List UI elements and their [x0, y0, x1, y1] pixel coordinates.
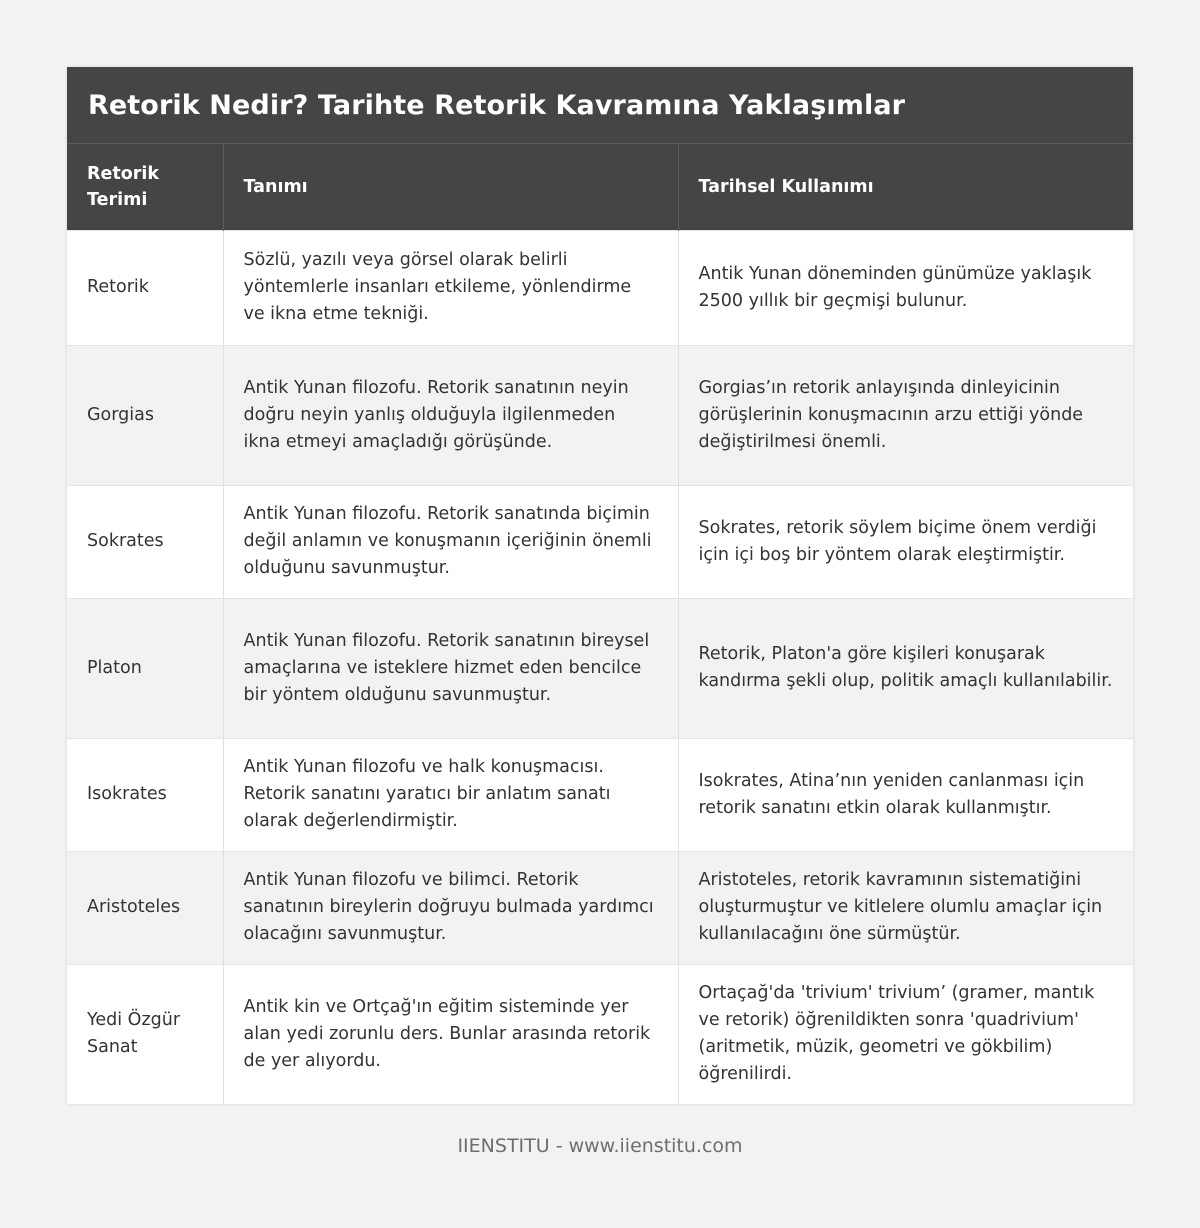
term-cell: Aristoteles	[67, 851, 223, 964]
usage-cell: Gorgias’ın retorik anlayışında dinleyicinin görüşlerinin konuşmacının arzu ettiği yönde değiştirilmesi önemli.	[678, 345, 1133, 485]
usage-cell: Retorik, Platon'a göre kişileri konuşarak kandırma şekli olup, politik amaçlı kullanılabilir.	[678, 598, 1133, 738]
header-term: Retorik Terimi	[67, 144, 223, 230]
header-definition: Tanımı	[223, 144, 678, 230]
table-row	[67, 738, 1133, 851]
usage-cell: Antik Yunan döneminden günümüze yaklaşık 2500 yıllık bir geçmişi bulunur.	[678, 230, 1133, 345]
term-cell: Sokrates	[67, 485, 223, 598]
usage-cell: Sokrates, retorik söylem biçime önem verdiği için içi boş bir yöntem olarak eleştirmiştir.	[678, 485, 1133, 598]
usage-cell: Aristoteles, retorik kavramının sistematiğini oluşturmuştur ve kitlelere olumlu amaçlar için kullanılacağını öne sürmüştür.	[678, 851, 1133, 964]
header-usage: Tarihsel Kullanımı	[678, 144, 1133, 230]
table-row	[67, 345, 1133, 485]
title-bar	[67, 67, 1133, 144]
term-cell: Gorgias	[67, 345, 223, 485]
page-title: Retorik Nedir? Tarihte Retorik Kavramına Yaklaşımlar	[88, 89, 906, 121]
definition-cell: Antik Yunan filozofu. Retorik sanatının neyin doğru neyin yanlış olduğuyla ilgilenmeden ikna etmeyi amaçladığı görüşünde.	[223, 345, 678, 485]
table-row	[67, 964, 1133, 1104]
table-header-row	[67, 144, 1133, 230]
definition-cell: Antik kin ve Ortçağ'ın eğitim sisteminde yer alan yedi zorunlu ders. Bunlar arasında retorik de yer alıyordu.	[223, 964, 678, 1104]
footer-credit: IIENSTITU - www.iienstitu.com	[457, 1135, 743, 1157]
usage-cell: Isokrates, Atina’nın yeniden canlanması için retorik sanatını etkin olarak kullanmıştır.	[678, 738, 1133, 851]
table-row	[67, 851, 1133, 964]
term-cell: Yedi Özgür Sanat	[67, 964, 223, 1104]
definition-cell: Antik Yunan filozofu. Retorik sanatında biçimin değil anlamın ve konuşmanın içeriğinin önemli olduğunu savunmuştur.	[223, 485, 678, 598]
definition-cell: Antik Yunan filozofu. Retorik sanatının bireysel amaçlarına ve isteklere hizmet eden bencilce bir yöntem olduğunu savunmuştur.	[223, 598, 678, 738]
term-cell: Isokrates	[67, 738, 223, 851]
table-row	[67, 598, 1133, 738]
table-card	[67, 67, 1133, 1104]
rhetoric-table	[67, 144, 1133, 1104]
term-cell: Platon	[67, 598, 223, 738]
definition-cell: Antik Yunan filozofu ve halk konuşmacısı. Retorik sanatını yaratıcı bir anlatım sanatı olarak değerlendirmiştir.	[223, 738, 678, 851]
table-row	[67, 485, 1133, 598]
definition-cell: Antik Yunan filozofu ve bilimci. Retorik sanatının bireylerin doğruyu bulmada yardımcı olacağını savunmuştur.	[223, 851, 678, 964]
usage-cell: Ortaçağ'da 'trivium' trivium’ (gramer, mantık ve retorik) öğrenildikten sonra 'quadrivium' (aritmetik, müzik, geometri ve gökbilim) öğrenilirdi.	[678, 964, 1133, 1104]
term-cell: Retorik	[67, 230, 223, 345]
table-row	[67, 230, 1133, 345]
definition-cell: Sözlü, yazılı veya görsel olarak belirli yöntemlerle insanları etkileme, yönlendirme ve ikna etme tekniği.	[223, 230, 678, 345]
